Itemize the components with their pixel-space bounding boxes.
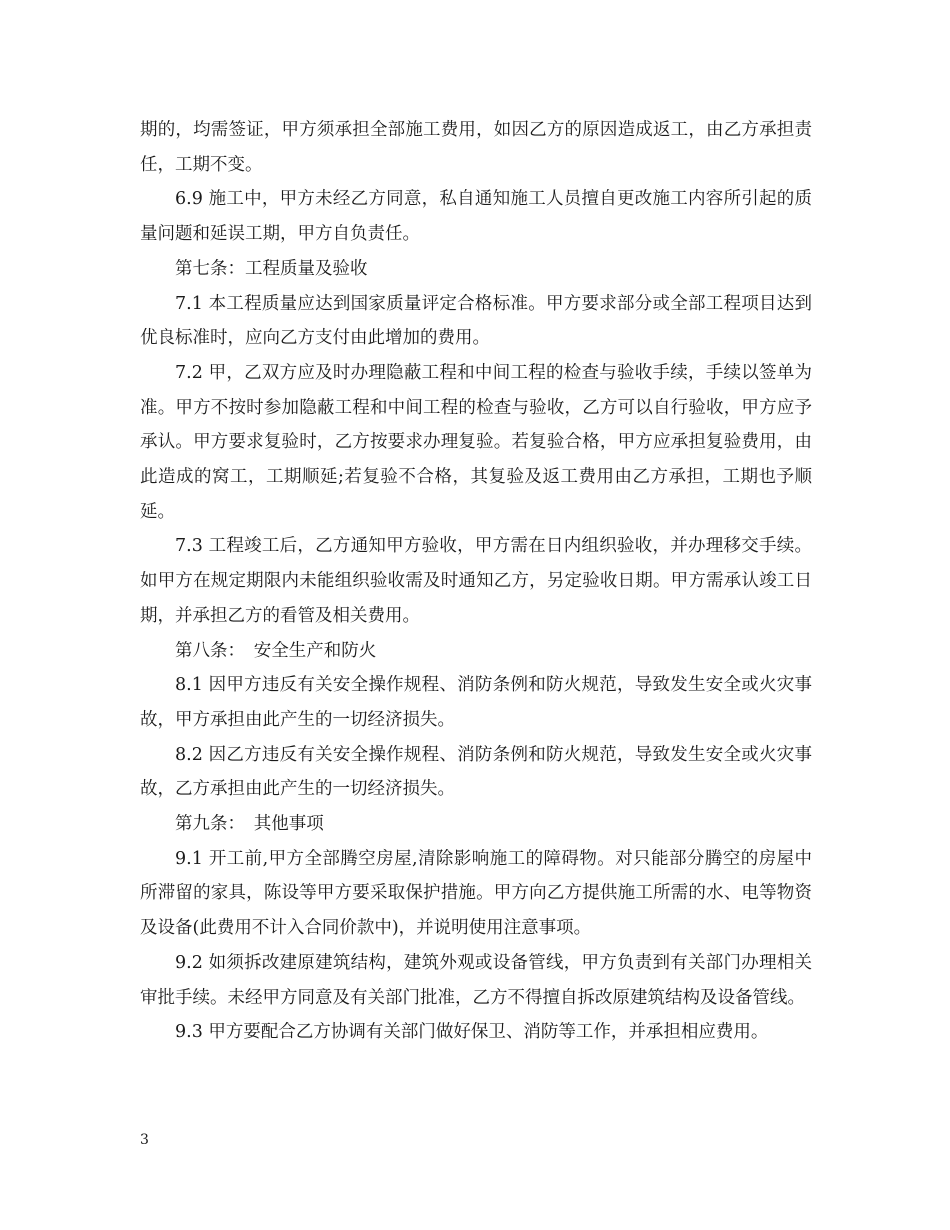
clause-7-3: 7.3 工程竣工后，乙方通知甲方验收，甲方需在日内组织验收，并办理移交手续。如甲方在规定期限内未能组织验收需及时通知乙方，另定验收日期。甲方需承认竣工日期，并承担乙方的看管及相关费用。 (140, 536, 812, 626)
page-number: 3 (140, 1132, 149, 1148)
clause-9-3: 9.3 甲方要配合乙方协调有关部门做好保卫、消防等工作，并承担相应费用。 (175, 1022, 769, 1043)
clause-6-9: 6.9 施工中，甲方未经乙方同意，私自通知施工人员擅自更改施工内容所引起的质量问题和延误工期，甲方自负责任。 (140, 189, 812, 245)
clause-7-1: 7.1 本工程质量应达到国家质量评定合格标准。甲方要求部分或全部工程项目达到优良标准时，应向乙方支付由此增加的费用。 (140, 293, 812, 349)
paragraph-continuation: 期的，均需签证，甲方须承担全部施工费用，如因乙方的原因造成返工，由乙方承担责任，工期不变。 (140, 120, 812, 175)
clause-9-1: 9.1 开工前,甲方全部腾空房屋,清除影响施工的障碍物。对只能部分腾空的房屋中所滞留的家具，陈设等甲方要采取保护措施。甲方向乙方提供施工所需的水、电等物资及设备(此费用不计入合同价款中)，并说明使用注意事项。 (140, 848, 812, 939)
clause-7-2: 7.2 甲，乙双方应及时办理隐蔽工程和中间工程的检查与验收手续，手续以签单为准。甲方不按时参加隐蔽工程和中间工程的检查与验收，乙方可以自行验收，甲方应予承认。甲方要求复验时，乙方按要求办理复验。若复验合格，甲方应承担复验费用，由此造成的窝工，工期顺延;若复验不合格，其复验及返工费用由乙方承担，工期也予顺延。 (140, 362, 812, 522)
clause-8-1: 8.1 因甲方违反有关安全操作规程、消防条例和防火规范，导致发生安全或火灾事故，甲方承担由此产生的一切经济损失。 (140, 675, 812, 730)
section-heading-9: 第九条： 其他事项 (175, 814, 324, 835)
document-body (140, 113, 812, 1050)
clause-9-2: 9.2 如须拆改建原建筑结构，建筑外观或设备管线，甲方负责到有关部门办理相关审批手续。未经甲方同意及有关部门批准，乙方不得擅自拆改原建筑结构及设备管线。 (140, 952, 812, 1008)
clause-8-2: 8.2 因乙方违反有关安全操作规程、消防条例和防火规范，导致发生安全或火灾事故，乙方承担由此产生的一切经济损失。 (140, 744, 812, 800)
section-heading-7: 第七条：工程质量及验收 (175, 258, 368, 279)
section-heading-8: 第八条： 安全生产和防火 (175, 640, 377, 661)
